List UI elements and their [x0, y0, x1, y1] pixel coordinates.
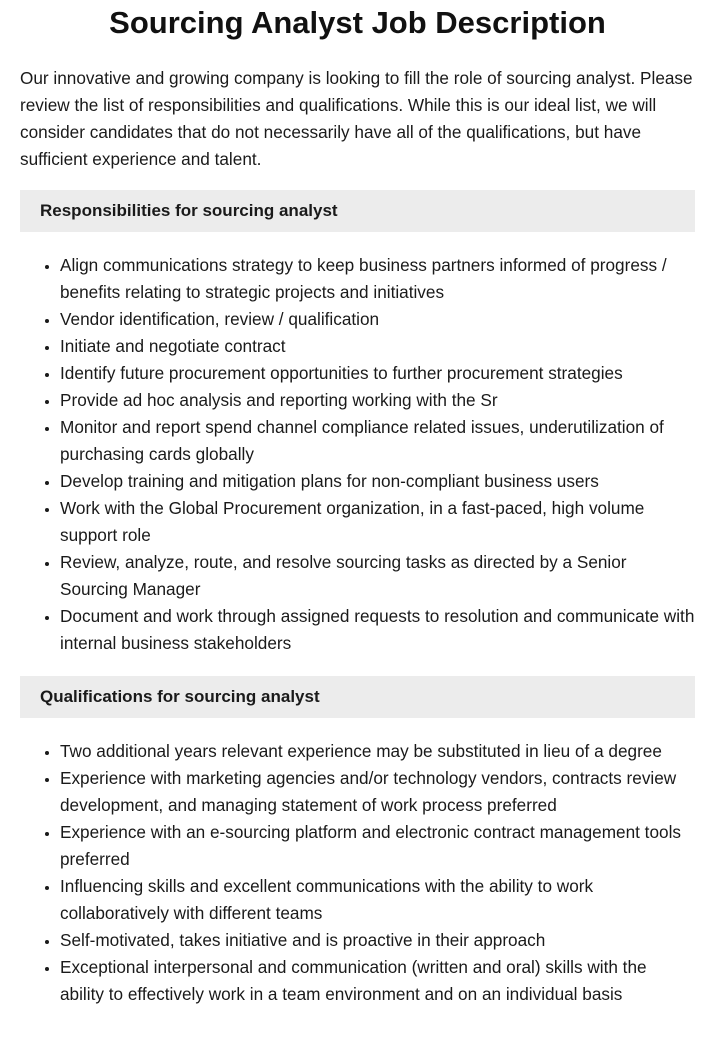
list-item: • Work with the Global Procurement organization, in a fast-paced, high volume support role: [60, 495, 695, 549]
list-item: • Provide ad hoc analysis and reporting working with the Sr: [60, 387, 695, 414]
list-item: • Initiate and negotiate contract: [60, 333, 695, 360]
list-item: • Monitor and report spend channel compliance related issues, underutilization of purchasing cards globally: [60, 414, 695, 468]
qualifications-list: [20, 738, 695, 1008]
list-item: • Exceptional interpersonal and communication (written and oral) skills with the ability to effectively work in a team environment and on an individual basis: [60, 954, 695, 1008]
list-item: • Review, analyze, route, and resolve sourcing tasks as directed by a Senior Sourcing Manager: [60, 549, 695, 603]
intro-paragraph: Our innovative and growing company is looking to fill the role of sourcing analyst. Please review the list of responsibilities and qualifications. While this is our ideal list, we will consider candidates that do not necessarily have all of the qualifications, but have sufficient experience and talent.: [20, 68, 693, 169]
responsibilities-list: [20, 252, 695, 657]
list-item: • Align communications strategy to keep business partners informed of progress / benefits relating to strategic projects and initiatives: [60, 252, 695, 306]
list-item: • Influencing skills and excellent communications with the ability to work collaboratively with different teams: [60, 873, 695, 927]
list-item: • Develop training and mitigation plans for non-compliant business users: [60, 468, 695, 495]
responsibilities-heading: Responsibilities for sourcing analyst: [20, 190, 695, 232]
list-item: • Self-motivated, takes initiative and is proactive in their approach: [60, 927, 695, 954]
list-item: • Two additional years relevant experience may be substituted in lieu of a degree: [60, 738, 695, 765]
list-item: • Experience with marketing agencies and/or technology vendors, contracts review development, and managing statement of work process preferred: [60, 765, 695, 819]
page-title: Sourcing Analyst Job Description: [109, 5, 606, 40]
list-item: • Vendor identification, review / qualification: [60, 306, 695, 333]
list-item: • Document and work through assigned requests to resolution and communicate with internal business stakeholders: [60, 603, 695, 657]
qualifications-heading: Qualifications for sourcing analyst: [20, 676, 695, 718]
list-item: • Identify future procurement opportunities to further procurement strategies: [60, 360, 695, 387]
list-item: • Experience with an e-sourcing platform and electronic contract management tools preferred: [60, 819, 695, 873]
